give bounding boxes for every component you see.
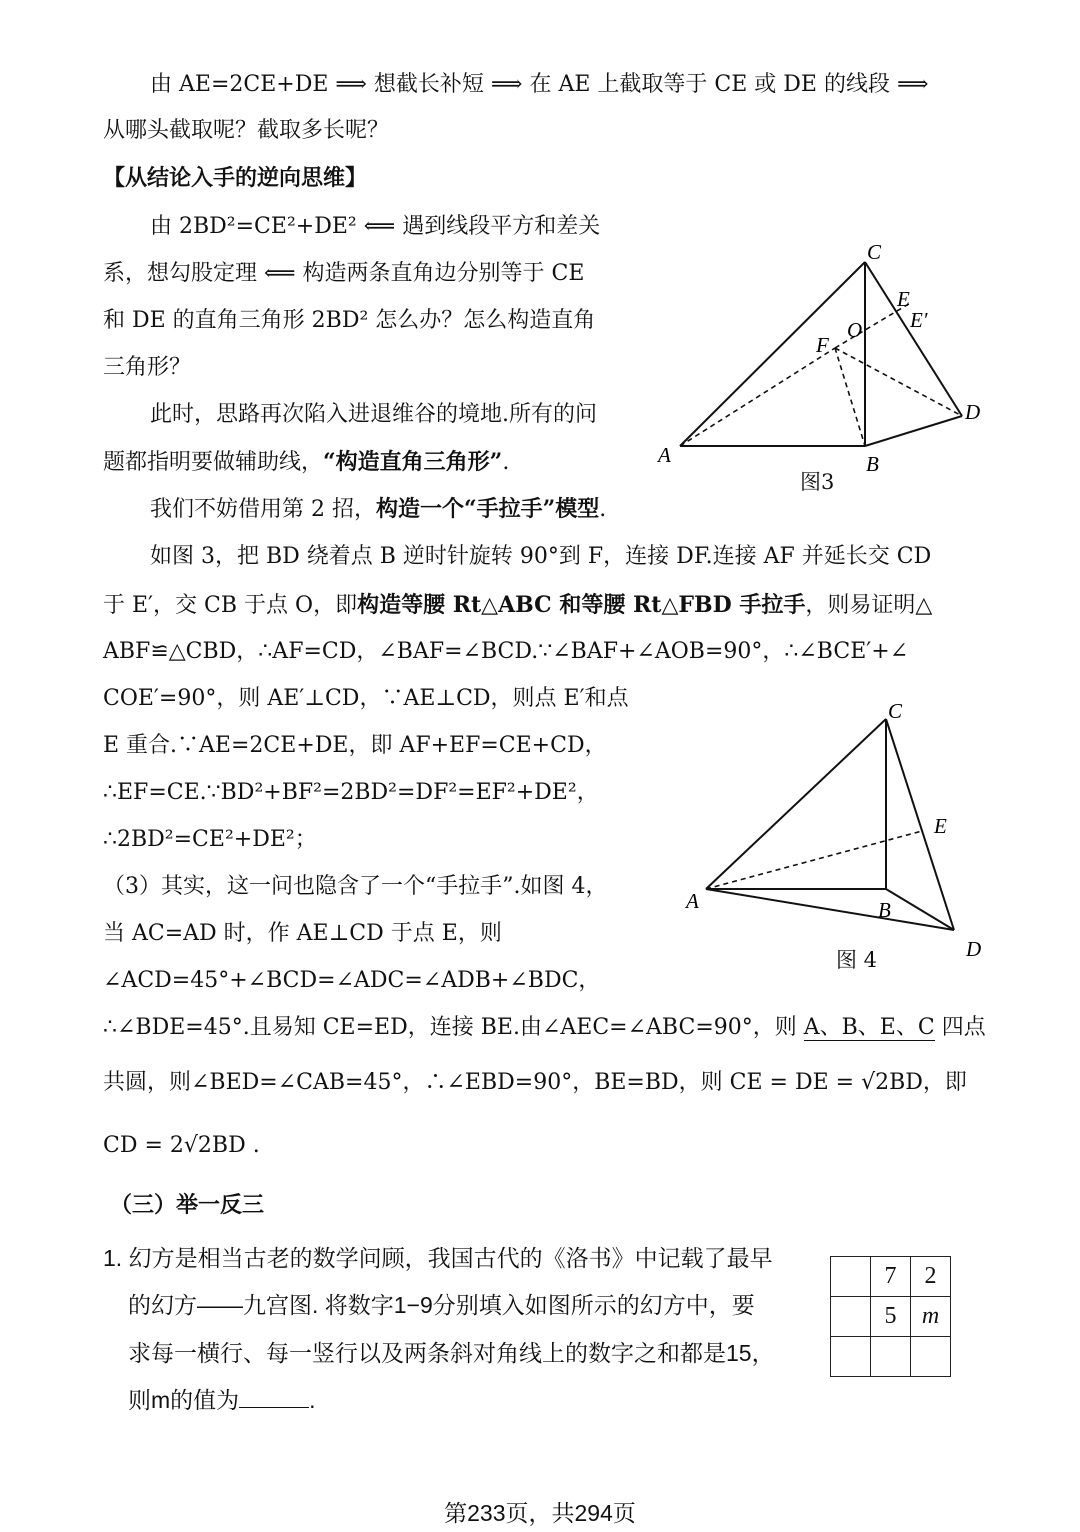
line-18: 当 AC=AD 时，作 AE⊥CD 于点 E，则 bbox=[103, 921, 502, 946]
heading-reverse-thinking: 【从结论入手的逆向思维】 bbox=[103, 165, 368, 191]
answer-blank bbox=[239, 1407, 309, 1408]
line-4: 系，想勾股定理 ⟸ 构造两条直角边分别等于 CE bbox=[103, 261, 585, 286]
line-13: COE′=90°，则 AE′⊥CD，∵AE⊥CD，则点 E′和点 bbox=[103, 686, 629, 711]
line-16: ∴2BD²=CE²+DE²； bbox=[103, 827, 317, 852]
line-10: 如图 3，把 BD 绕着点 B 逆时针旋转 90°到 F，连接 DF.连接 AF 并延长交 CD bbox=[150, 544, 932, 569]
figure-4-caption: 图 4 bbox=[836, 948, 878, 972]
problem-line-4: 则m的值为 . bbox=[128, 1387, 316, 1413]
fig4-label-A: A bbox=[686, 889, 699, 913]
figure-3-caption: 图3 bbox=[800, 470, 835, 494]
section-title: （三）举一反三 bbox=[110, 1192, 265, 1218]
magic-cell-m: m bbox=[911, 1297, 951, 1337]
line-3: 由 2BD²=CE²+DE² ⟸ 遇到线段平方和差关 bbox=[150, 214, 601, 239]
line-8: 题都指明要做辅助线，“构造直角三角形”. bbox=[103, 449, 510, 475]
fig3-label-O: O bbox=[847, 318, 863, 342]
problem-line-2: 的幻方——九宫图. 将数字1−9分别填入如图所示的幻方中，要 bbox=[128, 1292, 755, 1318]
line-9: 我们不妨借用第 2 招，构造一个“手拉手”模型. bbox=[150, 496, 607, 522]
line-19: ∠ACD=45°+∠BCD=∠ADC=∠ADB+∠BDC， bbox=[103, 968, 601, 993]
fig4-label-B: B bbox=[878, 898, 891, 922]
fig3-label-B: B bbox=[866, 452, 879, 476]
line-5: 和 DE 的直角三角形 2BD² 怎么办？怎么构造直角 bbox=[103, 308, 596, 333]
line-15: ∴EF=CE.∵BD²+BF²=2BD²=DF²=EF²+DE²， bbox=[103, 780, 599, 805]
line-12: ABF≌△CBD，∴AF=CD，∠BAF=∠BCD.∵∠BAF+∠AOB=90°，∴∠BCE′+∠ bbox=[103, 639, 909, 664]
magic-cell: 7 bbox=[871, 1257, 911, 1297]
line-14: E 重合.∵AE=2CE+DE，即 AF+EF=CE+CD， bbox=[103, 733, 607, 758]
fig3-label-F: F bbox=[816, 333, 829, 357]
line-22: CD = 2√2BD . bbox=[103, 1133, 260, 1158]
magic-cell bbox=[831, 1337, 871, 1377]
fig3-label-A: A bbox=[658, 443, 671, 467]
magic-cell bbox=[831, 1257, 871, 1297]
magic-cell: 2 bbox=[911, 1257, 951, 1297]
magic-square bbox=[830, 1256, 951, 1377]
line-17: （3）其实，这一问也隐含了一个“手拉手”.如图 4， bbox=[103, 874, 608, 899]
figure-4 bbox=[670, 690, 1000, 970]
magic-cell bbox=[911, 1337, 951, 1377]
fig3-label-D: D bbox=[965, 400, 981, 424]
line-11: 于 E′，交 CB 于点 O，即构造等腰 Rt△ABC 和等腰 Rt△FBD 手拉手，则易证明△ bbox=[103, 592, 933, 618]
figure-3 bbox=[640, 235, 1000, 495]
fig3-label-C: C bbox=[867, 240, 882, 264]
fig4-label-D: D bbox=[966, 937, 982, 961]
magic-cell bbox=[871, 1337, 911, 1377]
line-20: ∴∠BDE=45°.且易知 CE=ED，连接 BE.由∠AEC=∠ABC=90°，则 A、B、E、C 四点 bbox=[103, 1015, 986, 1040]
page-footer: 第233页，共294页 bbox=[444, 1500, 636, 1526]
fig4-label-E: E bbox=[934, 814, 947, 838]
line-21: 共圆，则∠BED=∠CAB=45°，∴∠EBD=90°，BE=BD，则 CE = DE = √2BD，即 bbox=[103, 1070, 967, 1095]
fig3-label-E-prime: E′ bbox=[910, 308, 928, 332]
fig4-label-C: C bbox=[888, 699, 903, 723]
fig3-label-E: E bbox=[897, 287, 910, 311]
line-2: 从哪头截取呢？截取多长呢？ bbox=[103, 118, 390, 143]
magic-cell: 5 bbox=[871, 1297, 911, 1337]
line-7: 此时，思路再次陷入进退维谷的境地.所有的问 bbox=[150, 402, 597, 427]
line-6: 三角形？ bbox=[103, 355, 192, 380]
line-1: 由 AE=2CE+DE ⟹ 想截长补短 ⟹ 在 AE 上截取等于 CE 或 DE 的线段 ⟹ bbox=[150, 72, 929, 97]
magic-cell bbox=[831, 1297, 871, 1337]
problem-line-3: 求每一横行、每一竖行以及两条斜对角线上的数字之和都是15， bbox=[128, 1340, 775, 1366]
problem-line-1: 1. 幻方是相当古老的数学问顾，我国古代的《洛书》中记载了最早 bbox=[103, 1245, 773, 1271]
